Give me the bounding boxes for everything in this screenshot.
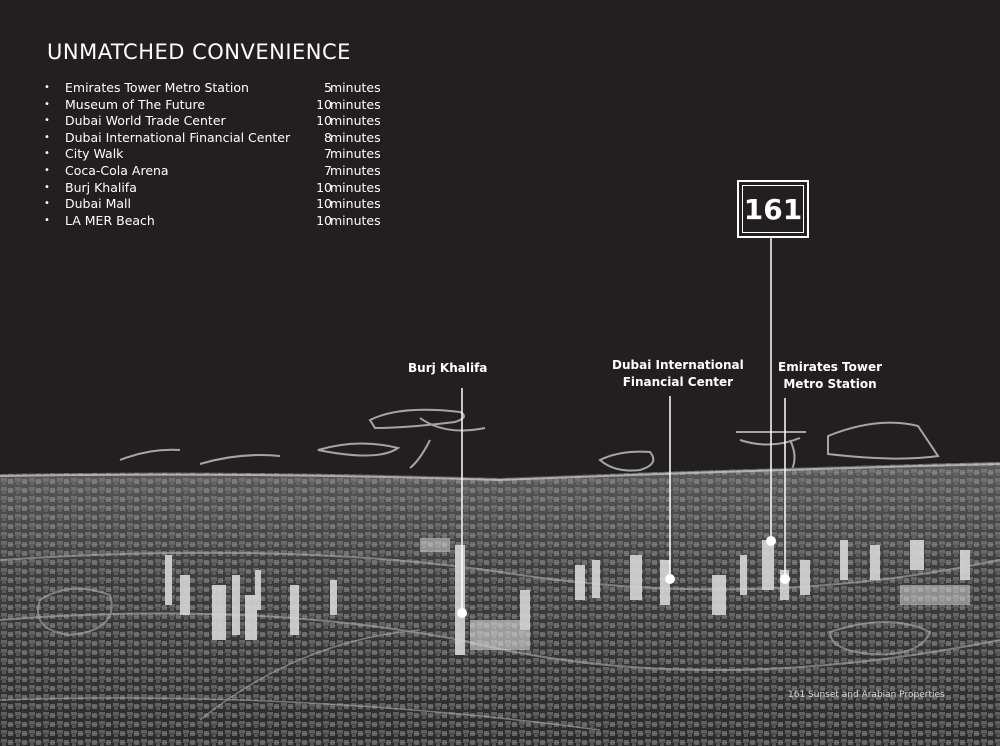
- difc-pin-icon: [665, 574, 675, 584]
- bullet-icon: •: [44, 198, 50, 210]
- bullet-icon: •: [44, 214, 50, 226]
- page-title: UNMATCHED CONVENIENCE: [47, 40, 351, 64]
- travel-time: 10: [316, 113, 332, 129]
- destination-name: LA MER Beach: [65, 212, 155, 228]
- time-unit: minutes: [330, 96, 381, 112]
- bullet-icon: •: [44, 148, 50, 160]
- time-unit: minutes: [330, 113, 381, 129]
- travel-time: 5: [324, 80, 332, 95]
- emirates-tower-label: [778, 359, 882, 393]
- emirates-tower-pin-icon: [780, 574, 790, 584]
- travel-time: 8: [324, 129, 332, 145]
- destination-name: Dubai World Trade Center: [65, 113, 226, 129]
- footer-credit: 161 Sunset and Arabian Properties: [788, 690, 945, 700]
- travel-time: 10: [316, 212, 332, 228]
- bullet-icon: •: [44, 131, 50, 143]
- destination-name: Coca-Cola Arena: [65, 162, 169, 178]
- destination-name: Emirates Tower Metro Station: [65, 80, 249, 95]
- coastline-features: [120, 410, 938, 476]
- project-pin-icon: [766, 536, 776, 546]
- bullet-icon: •: [44, 98, 50, 110]
- destination-name: Dubai International Financial Center: [65, 129, 291, 145]
- bullet-icon: •: [44, 164, 50, 176]
- emirates-text-line2: Metro Station: [783, 377, 877, 391]
- travel-time: 7: [324, 162, 332, 178]
- time-unit: minutes: [330, 212, 381, 228]
- project-marker: [737, 180, 809, 238]
- destination-name: Dubai Mall: [65, 196, 131, 212]
- destination-name: Museum of The Future: [65, 96, 206, 112]
- time-unit: minutes: [330, 80, 381, 95]
- travel-time: 10: [316, 96, 332, 112]
- travel-time: 10: [316, 179, 332, 195]
- bullet-icon: •: [44, 115, 50, 127]
- burj-khalifa-label: [408, 360, 487, 377]
- time-unit: minutes: [330, 129, 381, 145]
- time-unit: minutes: [330, 196, 381, 212]
- bullet-icon: •: [44, 181, 50, 193]
- bullet-icon: •: [44, 82, 50, 93]
- time-unit: minutes: [330, 162, 381, 178]
- difc-label: [612, 357, 744, 391]
- emirates-text-line1: Emirates Tower: [778, 360, 883, 374]
- burj-khalifa-pin-icon: [457, 608, 467, 618]
- destination-name: Burj Khalifa: [65, 179, 137, 195]
- difc-text-line1: Dubai International: [612, 358, 744, 372]
- project-marker-label: 161: [742, 185, 804, 233]
- burj-khalifa-text: Burj Khalifa: [408, 361, 488, 375]
- destination-name: City Walk: [65, 146, 124, 162]
- time-unit: minutes: [330, 146, 381, 162]
- time-unit: minutes: [330, 179, 381, 195]
- travel-time: 10: [316, 196, 332, 212]
- difc-text-line2: Financial Center: [622, 375, 734, 389]
- travel-time: 7: [324, 146, 332, 162]
